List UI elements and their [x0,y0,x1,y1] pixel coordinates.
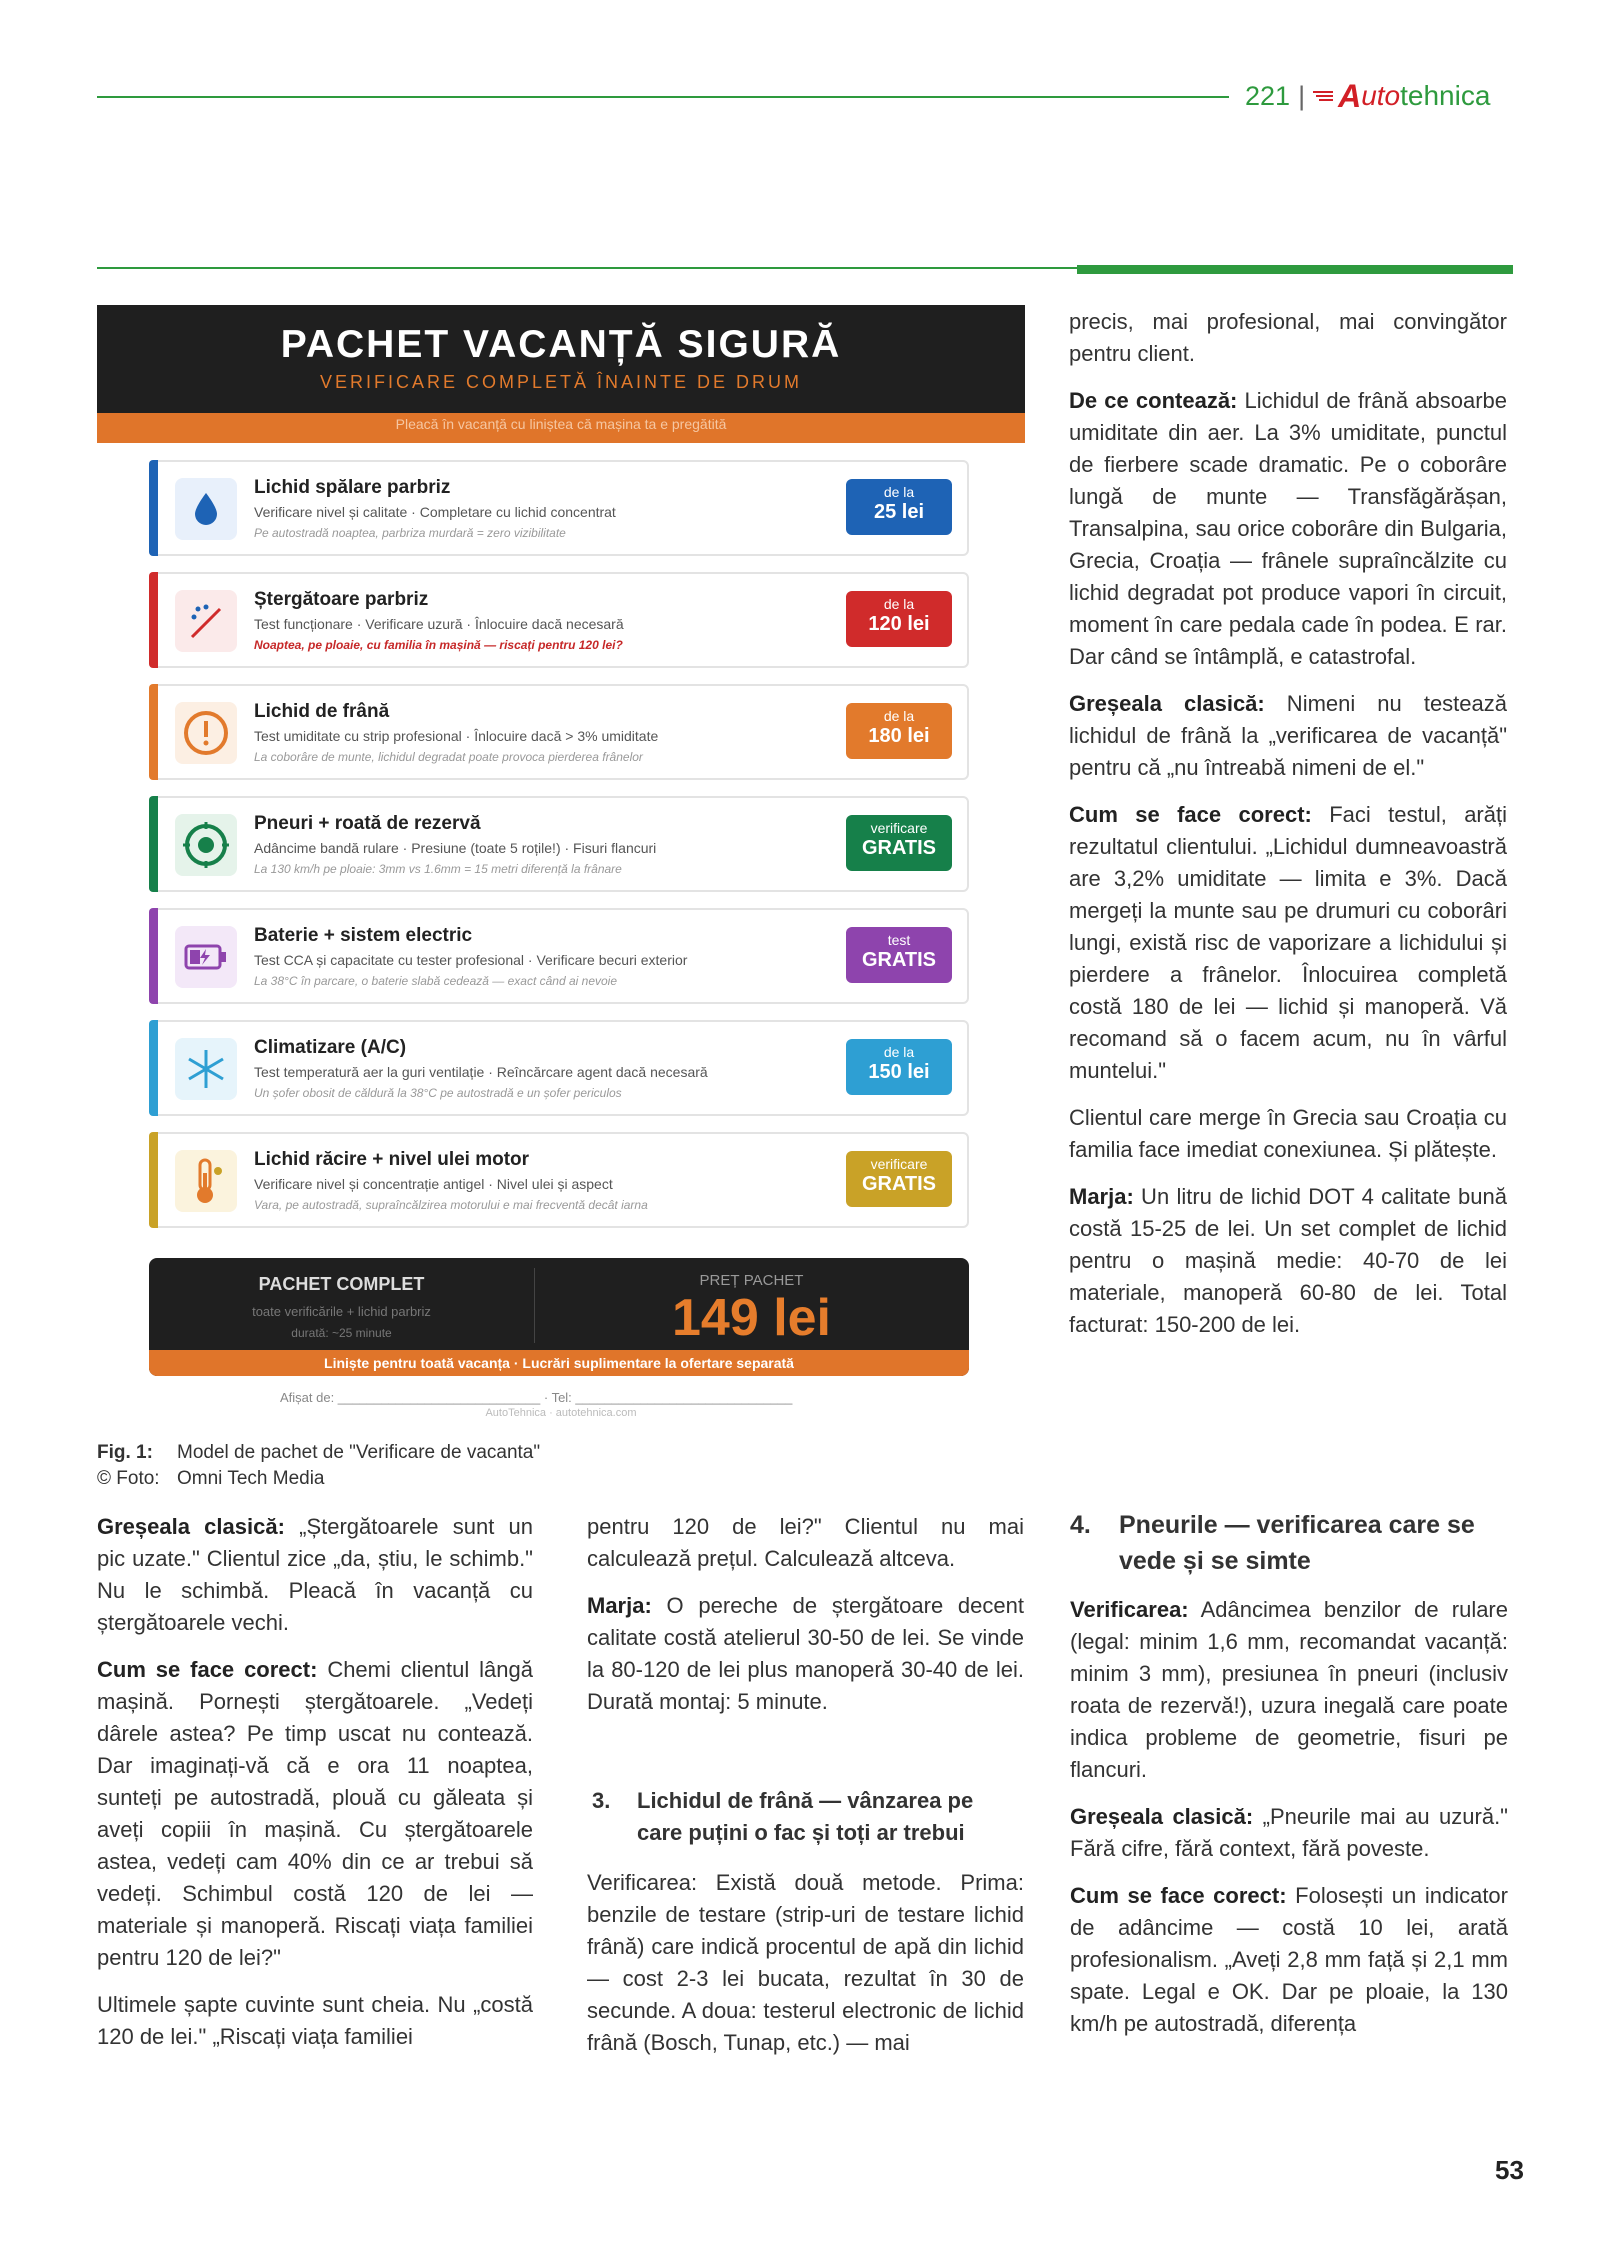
service-title: Lichid de frână [254,701,390,722]
snowflake-icon [175,1038,237,1100]
paragraph: pentru 120 de lei?" Clientul nu mai calculează prețul. Calculează altceva. [587,1514,1024,1571]
fig-label: Fig. 1: [97,1442,153,1463]
service-note: La 130 km/h pe ploaie: 3mm vs 1.6mm = 15 metri diferență la frânare [254,862,622,876]
paragraph: De ce contează: Lichidul de frână absoarbe umiditate din aer. La 3% umiditate, punctul de fierbere scade dramatic. Pe o coborâre lungă de munte — Transfăgărășan, Transalpina, sau orice coborâre din Bulgaria, Grecia, Croația — frânele supraîncălzite cu lichid degradat pot produce vapori în circuit, moment în care pedala cade în podea. E rar. Dar când se întâmplă, e catastrofal. [1069,388,1507,669]
service-desc: Test umiditate cu strip profesional · Înlocuire dacă > 3% umiditate [254,728,659,744]
warning-icon [175,702,237,764]
fig-text: Model de pachet de "Verificare de vacanta" [177,1442,541,1463]
page-number: 53 [1495,2155,1524,2185]
package-price-label: PREȚ PACHET [699,1272,804,1289]
service-title: Lichid răcire + nivel ulei motor [254,1149,530,1170]
service-title: Pneuri + roată de rezervă [254,813,481,834]
service-desc: Verificare nivel și calitate · Completare cu lichid concentrat [254,504,616,520]
header-page-ref: 221 [1245,80,1291,111]
column-2-lower [587,1867,1024,2074]
service-note: La 38°C în parcare, o baterie slabă cedează — exact când ai nevoie [254,974,618,988]
service-title: Baterie + sistem electric [254,925,473,946]
header-separator: | [1298,80,1306,111]
paragraph: Marja: Un litru de lichid DOT 4 calitate bună costă 15-25 de lei. Un set complet de lichid pentru o mașină medie: 40-70 de lei materiale, manoperă 60-80 de lei. Total facturat: 150-200 de lei. [1069,1184,1507,1337]
poster-credit: AutoTehnica · autotehnica.com [485,1407,637,1419]
service-desc: Verificare nivel și concentrație antigel · Nivel ulei și aspect [254,1176,613,1192]
column-1 [97,1511,533,2068]
service-note: Pe autostradă noaptea, parbriza murdară = zero vizibilitate [254,526,566,540]
column-2 [587,1511,1024,1733]
paragraph: Cum se face corect: Folosești un indicator de adâncime — costă 10 lei, arată profesionalism. „Aveți 2,8 mm față și 2,1 mm spate. Legal e OK. Dar pe ploaie, la 130 km/h pe autostradă, diferența [1070,1883,1508,2036]
service-note: La coborâre de munte, lichidul degradat poate provoca pierderea frânelor [254,750,643,764]
service-card [149,572,969,668]
service-title: Ștergătoare parbriz [254,589,429,610]
running-header [1245,76,1490,116]
paragraph: Greșeala clasică: Nimeni nu testează lichidul de frână la „verificarea de vacanță" pentru că „nu întreabă nimeni de el." [1069,691,1507,780]
autotehnica-logo: A uto tehnica [1313,78,1490,115]
paragraph: Cum se face corect: Faci testul, arăți rezultatul clientului. „Lichidul dumneavoastră are 3,2% umiditate — limita e 3%. Dacă mergeți la munte sau pe drumuri cu coborâri lungi, există risc de vaporizare a lichidului și pierdere a frânelor. Înlocuirea completă costă 180 de lei — lichid și manoperă. Vă recomand să o facem acum, nu în vârful muntelui." [1069,802,1507,1083]
service-card [149,1020,969,1116]
service-card [149,460,969,556]
service-desc: Test temperatură aer la guri ventilație · Reîncărcare agent dacă necesară [254,1064,708,1080]
thermometer-icon [175,1150,237,1212]
paragraph: Verificarea: Adâncimea benzilor de rulare (legal: minim 1,6 mm, recomandat vacanță: minim 3 mm), presiunea în pneuri (inclusiv roata de rezervă!), uzura inegală care poate indica probleme de geometrie, fisuri pe flancuri. [1070,1597,1508,1782]
price-badge: de la 120 lei [846,591,952,647]
paragraph: Ultimele șapte cuvinte sunt cheia. Nu „costă 120 de lei." „Riscați viața familiei [97,1992,533,2049]
column-3 [1070,1594,1508,2055]
paragraph: Cum se face corect: Chemi clientul lângă mașină. Pornești ștergătoarele. „Vedeți dârele astea? Pe timp uscat nu contează. Dar imaginați-vă că e ora 11 noaptea, sunteți pe autostradă, plouă cu găleata și aveți copiii în mașină. Cu ștergătoarele astea, vedeți cam 40% din ce ar trebui să vedeți. Schimbul costă 120 de lei — materiale și manoperă. Riscați viața familiei pentru 120 de lei?" [97,1657,533,1970]
price-badge: verificare GRATIS [846,815,952,871]
service-card [149,1132,969,1228]
price-badge: de la 150 lei [846,1039,952,1095]
service-card [149,684,969,780]
package-title: PACHET COMPLET [258,1274,425,1294]
section-3-heading: 3. Lichidul de frână — vânzarea pe care puțini o fac și toți ar trebui [592,1788,974,1845]
service-title: Climatizare (A/C) [254,1037,407,1058]
price-badge: verificare GRATIS [846,1151,952,1207]
section-4-heading: 4. Pneurile — verificarea care se vede și se simte [1070,1511,1475,1575]
service-note: Un șofer obosit de căldură la 38°C pe autostradă e un șofer periculos [254,1086,622,1100]
poster-title: PACHET VACANȚĂ SIGURĂ [280,323,842,366]
paragraph: Greșeala clasică: „Pneurile mai au uzură." Fără cifre, fără context, fără poveste. [1070,1804,1508,1861]
service-card [149,796,969,892]
poster-footer: Afișat de: ____________________________ · Tel: ______________________________ [280,1390,793,1405]
poster-tagline: Pleacă în vacanță cu liniștea că mașina ta e pregătită [395,416,727,432]
paragraph: Verificarea: Există două metode. Prima: benzile de testare (strip-uri de testare lichid frână) care indică procentul de apă din lichid — cost 2-3 lei bucata, rezultat în 30 de secunde. A doua: testerul electronic de lichid frână (Bosch, Tunap, etc.) — mai [587,1870,1024,2055]
foto-label: © Foto: [97,1468,160,1489]
service-desc: Test CCA și capacitate cu tester profesional · Verificare becuri exterior [254,952,688,968]
paragraph: Marja: O pereche de ștergătoare decent calitate costă atelierul 30-50 de lei. Se vinde la 80-120 de lei plus manoperă 30-40 de lei. Durată montaj: 5 minute. [587,1593,1024,1714]
logo-speed-lines-icon [1313,89,1337,103]
figure-caption [97,1440,540,1492]
poster-subtitle: VERIFICARE COMPLETĂ ÎNAINTE DE DRUM [319,372,803,392]
service-note: Noaptea, pe ploaie, cu familia în mașină — riscați pentru 120 lei? [254,638,623,652]
package-includes: toate verificările + lichid parbriz [252,1304,431,1319]
water-drop-icon [175,478,237,540]
paragraph: Greșeala clasică: „Ștergătoarele sunt un pic uzate." Clientul zice „da, știu, le schimb." Nu le schimbă. Pleacă în vacanță cu ștergătoarele vechi. [97,1514,533,1635]
service-desc: Adâncime bandă rulare · Presiune (toate 5 roțile!) · Fisuri flancuri [254,840,657,856]
service-title: Lichid spălare parbriz [254,477,451,498]
vacation-package-poster [97,305,1025,1430]
service-card [149,908,969,1004]
service-note: Vara, pe autostradă, supraîncălzirea motorului e mai frecventă decât iarna [254,1198,648,1212]
price-badge: de la 180 lei [846,703,952,759]
package-price: 149 lei [671,1289,832,1347]
battery-icon [175,926,237,988]
tire-icon [175,814,237,876]
header-rule [97,96,1229,98]
package-duration: durată: ~25 minute [291,1326,392,1340]
price-badge: de la 25 lei [846,479,952,535]
paragraph: Clientul care merge în Grecia sau Croația cu familia face imediat conexiunea. Și plătește. [1069,1105,1507,1162]
wiper-icon [175,590,237,652]
package-summary [149,1258,969,1376]
foto-text: Omni Tech Media [177,1468,325,1489]
section-rule-accent [1077,265,1513,274]
service-desc: Test funcționare · Verificare uzură · Înlocuire dacă necesară [254,616,624,632]
paragraph: precis, mai profesional, mai convingător pentru client. [1069,309,1507,366]
price-badge: test GRATIS [846,927,952,983]
package-band: Liniște pentru toată vacanța · Lucrări suplimentare la ofertare separată [149,1350,969,1376]
right-column-top [1069,306,1507,1356]
